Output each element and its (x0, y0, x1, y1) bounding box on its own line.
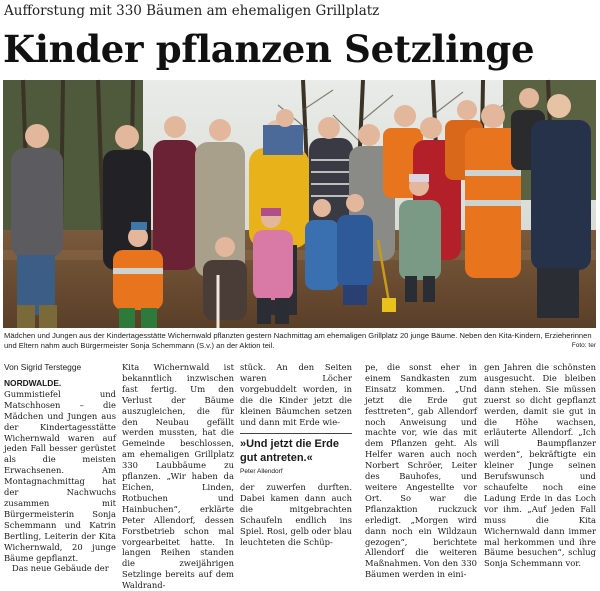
column-3-body: stück. An den Seiten waren Löcher vorgebuddelt worden, in die die Kinder jetzt die kleinen Bäumchen setzen und dann mit Erde wie- (240, 362, 352, 427)
article-column-1 (4, 378, 116, 574)
article-column-5 (484, 362, 596, 569)
pull-quote-source: Peter Allendorf (240, 468, 283, 476)
pull-quote-text: »Und jetzt die Erde gut antreten.« (240, 438, 340, 465)
photo-credit: Foto: ter (571, 342, 596, 349)
article-photo (3, 80, 596, 328)
column-2-body: Kita Wichernwald ist bekanntlich inzwischen fast fertig. Um den Verlust der Bäume auszugleichen, die für den Neubau gefällt werden mussten, hat die Gemeinde beschlossen, am ehemaligen Grillplatz 330 Laubbäume zu pflanzen. „Wir haben da Eichen, Linden, Rotbuchen und Hainbuchen“, erklärte Peter Allendorf, dessen Forstbetrieb schon mal vorgearbeitet hatte. In langen Reihen standen die zweijährigen Setzlinge bereits auf dem Waldrand- (122, 362, 234, 591)
photo-caption (4, 331, 596, 351)
article-column-3 (240, 362, 352, 547)
article-column-2 (122, 362, 234, 591)
article-headline: Kinder pflanzen Setzlinge (3, 27, 535, 71)
caption-text: Mädchen und Jungen aus der Kindertagesstätte Wichernwald pflanzten gestern Nachmittag am ehemaligen Grillplatz 20 junge Bäume. Neben den Kita-Kindern, Erzieherinnen und Eltern nahm auch Bürgermeister Sonja Schemmann (S.v.) an der Aktion teil. (4, 331, 592, 350)
pull-quote (240, 433, 352, 478)
article-column-4 (365, 362, 477, 580)
article-kicker: Aufforstung mit 330 Bäumen am ehemaligen Grillplatz (4, 3, 380, 19)
column-1-tail: Das neue Gebäude der (12, 563, 109, 574)
column-4-body: pe, die sonst eher in einem Sandkasten zum Einsatz kommen. „Und jetzt die Erde gut festtreten“, gab Allendorf noch Anweisung und machte vor, wie das mit dem Pflanzen geht. Als Helfer waren auch noch Norbert Schröer, Leiter des Bauhofes, und weitere Angestellte vor Ort. So war die Pflanzaktion ruckzuck erledigt. „Morgen wird dann noch ein Wildzaun gezogen“, berichtete Allendorf die weiteren Maßnahmen. Von den 330 Bäumen werden in eini- (365, 362, 477, 580)
column-3-tail: der zuwerfen durften. Dabei kamen dann auch die mitgebrachten Schaufeln endlich ins Spiel. Rosi, gelb oder blau leuchteten die Schüp- (240, 482, 352, 547)
column-1-body: Gummistiefel und Matschhosen – die Mädchen und Jungen aus der Kindertagesstätte Wichernwald waren auf jeden Fall besser gerüstet als die meisten Erwachsenen. Am Montagnachmittag hat der Nachwuchs zusammen mit Bürgermeisterin Sonja Schemmann und Katrin Bertling, Leiterin der Kita Wichernwald, 20 junge Bäume gepflanzt. (4, 388, 116, 563)
group-photo-illustration (3, 80, 596, 328)
article-dateline: NORDWALDE. (4, 378, 62, 388)
article-byline: Von Sigrid Terstegge (4, 362, 82, 372)
column-5-body: gen Jahren die schönsten ausgesucht. Die bleiben dann stehen. Sie müssen zuerst so dicht gepflanzt werden, damit sie gut in die Höhe wachsen, erläuterte Allendorf. „Ich will Baumpflanzer werden“, bekräftigte ein kleiner Junge seinen Berufswunsch und schaufelte noch eine Ladung Erde in das Loch vor ihm. „Auf jeden Fall muss die Kita Wichernwald dann immer mal herkommen und ihre Bäume besuchen“, schlug Sonja Schemmann vor. (484, 362, 596, 569)
